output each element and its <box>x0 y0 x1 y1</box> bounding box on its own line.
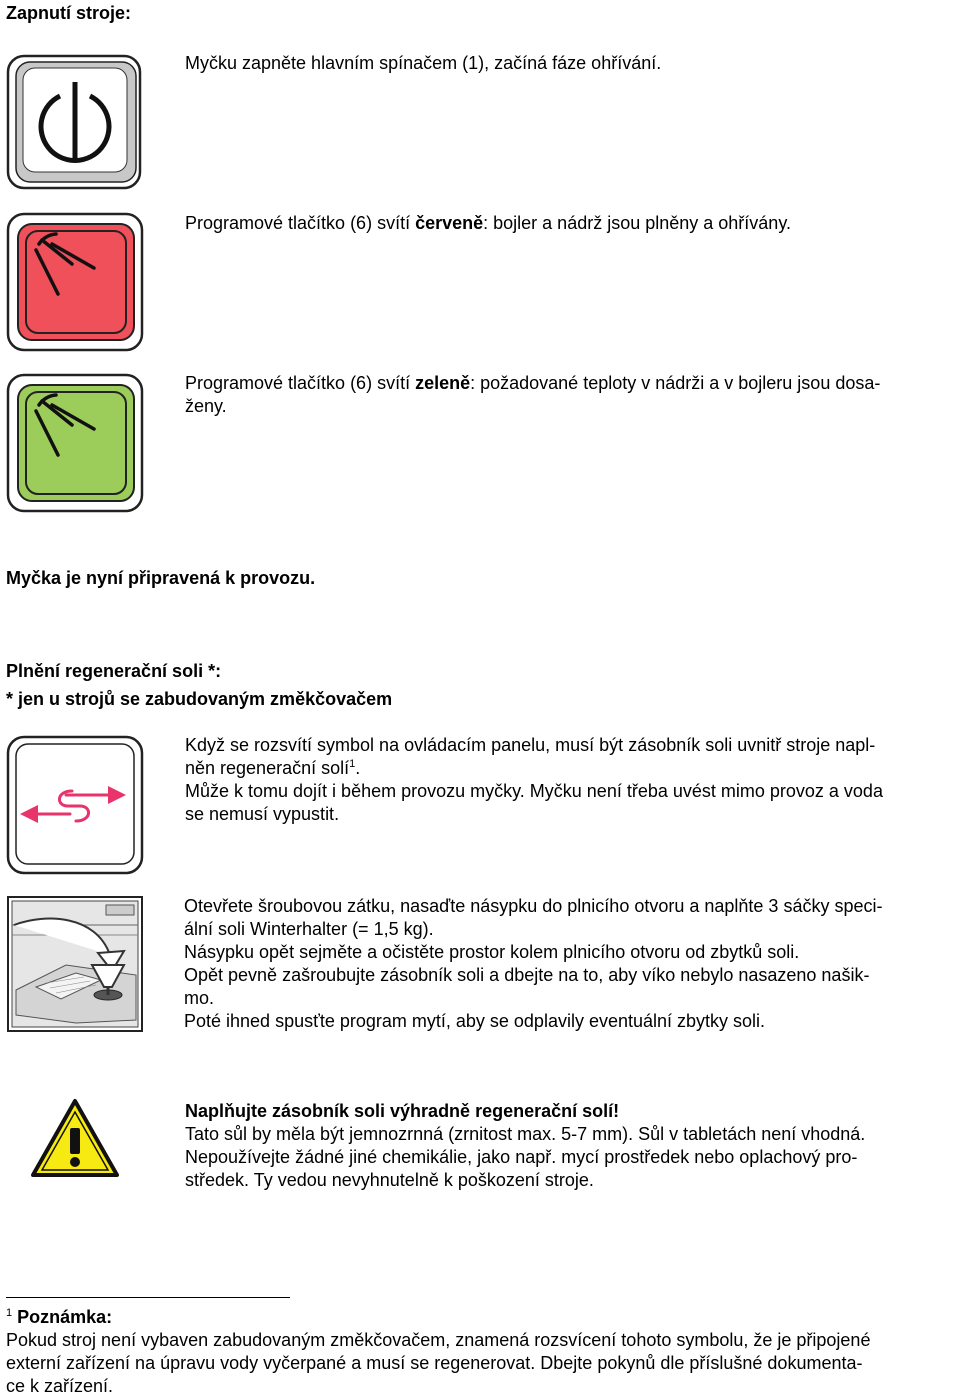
salt-filling-line-6: Poté ihned spusťte program mytí, aby se odplavily eventuální zbytky soli. <box>184 1011 766 1031</box>
section-heading-switch-on: Zapnutí stroje: <box>6 3 131 23</box>
warning-line-1: Tato sůl by měla být jemnozrnná (zrnitost max. 5-7 mm). Sůl v tabletách není vhodná. <box>185 1124 866 1144</box>
step-green-text-post: : požadované teploty v nádrži a v bojleru jsou dosa- <box>470 373 881 393</box>
salt-symbol-line-1: Když se rozsvítí symbol na ovládacím panelu, musí být zásobník soli uvnitř stroje napl- <box>185 735 876 755</box>
section-heading-salt: Plnění regenerační soli *: <box>6 661 222 681</box>
salt-filling-line-1: Otevřete šroubovou zátku, nasaďte násypku do plnicího otvoru a naplňte 3 sáčky speci- <box>184 896 883 916</box>
salt-refill-icon <box>6 735 144 875</box>
salt-filling-line-3: Násypku opět sejměte a očistěte prostor kolem plnicího otvoru od zbytků soli. <box>184 942 800 962</box>
footnote-line-3: ce k zařízení. <box>6 1376 114 1396</box>
warning-line-2: Nepoužívejte žádné jiné chemikálie, jako např. mycí prostředek nebo oplachový pro- <box>185 1147 858 1167</box>
salt-filling-line-5: mo. <box>184 988 215 1008</box>
step-switch-on-text: Myčku zapněte hlavním spínačem (1), začíná fáze ohřívání. <box>185 53 662 73</box>
footnote-line-2: externí zařízení na úpravu vody vyčerpané a musí se regenerovat. Dbejte pokynů dle příslušné dokumenta- <box>6 1353 863 1373</box>
footnote <box>6 1306 960 1398</box>
warning-icon <box>30 1098 120 1178</box>
footnote-title: Poznámka: <box>17 1307 113 1327</box>
salt-symbol-line-3: Může k tomu dojít i během provozu myčky. Myčku není třeba uvést mimo provoz a voda <box>185 781 883 801</box>
step-green-text-post-2: ženy. <box>185 396 227 416</box>
salt-symbol-text <box>185 734 960 826</box>
salt-filling-text <box>184 895 960 1033</box>
footnote-separator <box>6 1297 290 1298</box>
warning-line-3: středek. Ty vedou nevyhnutelně k poškození stroje. <box>185 1170 594 1190</box>
salt-symbol-line-2-end: . <box>355 758 361 778</box>
step-green-emphasis: zeleně <box>415 373 471 393</box>
footnote-line-1: Pokud stroj není vybaven zabudovaným změkčovačem, znamená rozsvícení tohoto symbolu, že je připojené <box>6 1330 871 1350</box>
step-green-text <box>185 372 955 418</box>
red-program-button-icon <box>6 212 144 352</box>
salt-symbol-line-2: něn regenerační solí <box>185 758 350 778</box>
warning-text <box>185 1100 960 1192</box>
green-program-button-icon <box>6 373 144 513</box>
salt-symbol-line-4: se nemusí vypustit. <box>185 804 340 824</box>
footnote-number: 1 <box>6 1307 13 1319</box>
step-green-text-pre: Programové tlačítko (6) svítí <box>185 373 416 393</box>
step-red-emphasis: červeně <box>415 213 484 233</box>
step-red-text-pre: Programové tlačítko (6) svítí <box>185 213 416 233</box>
power-button-icon <box>6 54 142 190</box>
step-red-text <box>185 212 791 235</box>
salt-filling-line-4: Opět pevně zašroubujte zásobník soli a dbejte na to, aby víko nebylo nasazeno našik- <box>184 965 870 985</box>
ready-message: Myčka je nyní připravená k provozu. <box>6 568 316 588</box>
section-subheading-softener: * jen u strojů se zabudovaným změkčovačem <box>6 689 393 709</box>
salt-filling-line-2: ální soli Winterhalter (= 1,5 kg). <box>184 919 434 939</box>
salt-filling-illustration <box>6 895 144 1033</box>
step-red-text-post: : bojler a nádrž jsou plněny a ohřívány. <box>483 213 791 233</box>
warning-title: Naplňujte zásobník soli výhradně regenerační solí! <box>185 1101 620 1121</box>
footnote-reference: 1 <box>349 758 356 770</box>
